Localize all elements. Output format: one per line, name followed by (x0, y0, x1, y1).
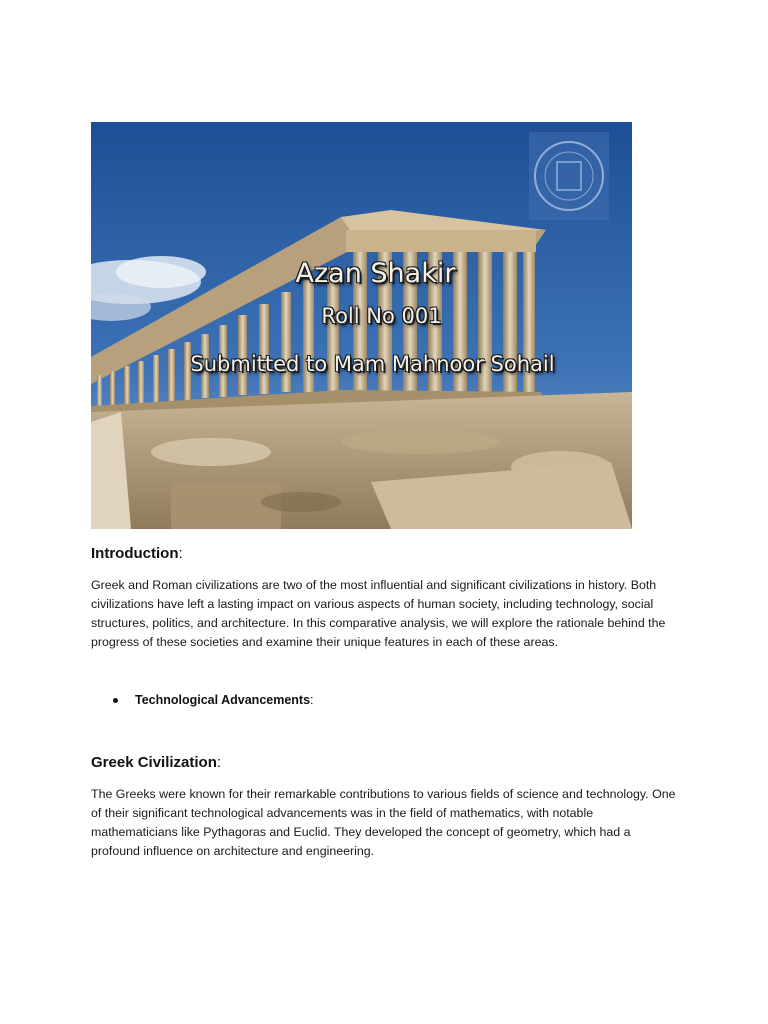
cover-roll-number: Roll No 001 (321, 304, 442, 328)
greek-heading: Greek Civilization: (91, 754, 222, 771)
greek-section (91, 754, 681, 771)
cover-author-name: Azan Shakir (295, 258, 456, 289)
cover-image (91, 122, 632, 529)
introduction-body (91, 576, 681, 652)
introduction-heading: Introduction: (91, 545, 183, 562)
introduction-paragraph: Greek and Roman civilizations are two of the most influential and significant civilizations in history. Both civilizations have left a lasting impact on various aspects of human society, including technology, social structures, politics, and architecture. In this comparative analysis, we will explore the rationale behind the progress of these societies and examine their unique features in each of these areas. (91, 578, 666, 649)
bullet-colon: : (310, 693, 314, 707)
introduction-section (91, 545, 681, 562)
greek-body (91, 785, 681, 861)
greek-paragraph: The Greeks were known for their remarkable contributions to various fields of science and technology. One of their significant technological advancements was in the field of mathematics, with notable mathematicians like Pythagoras and Euclid. They developed the concept of geometry, which had a profound influence on architecture and engineering. (91, 787, 676, 858)
bullet-icon (113, 698, 118, 703)
bullet-item-technological-advancements (113, 693, 314, 707)
cover-submitted-to: Submitted to Mam Mahnoor Sohail (190, 352, 555, 376)
bullet-label: Technological Advancements (135, 693, 311, 707)
